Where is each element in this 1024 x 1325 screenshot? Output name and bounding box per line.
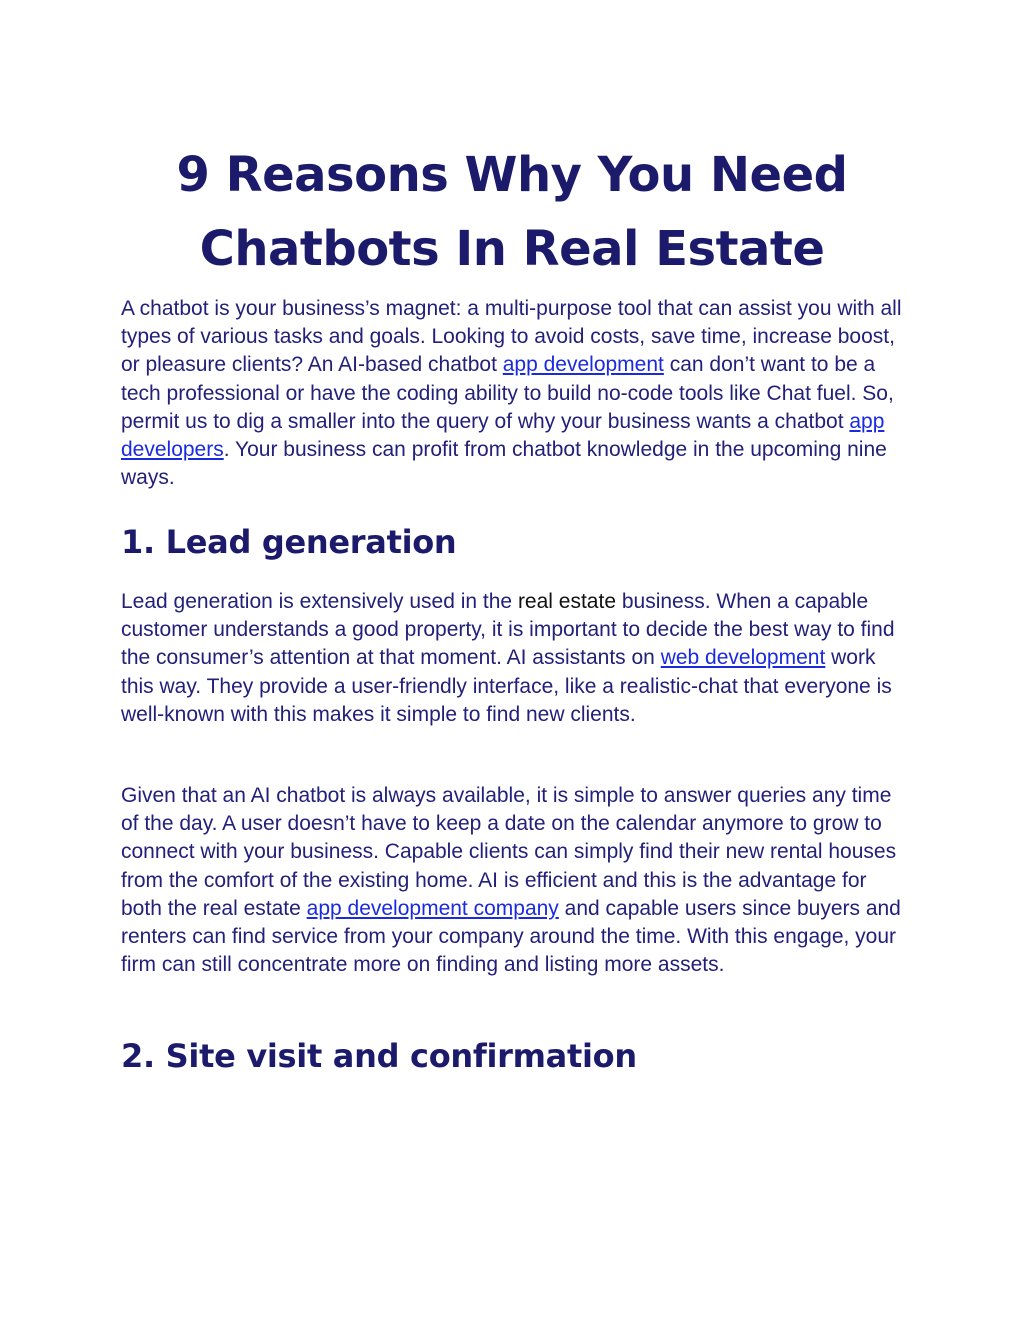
real-estate-term: real estate <box>517 590 616 613</box>
lead-p2-text-1: Given that an AI chatbot is always available, it is simple to answer queries any time of the day. A user doesn’t have to keep a date on the calendar anymore to grow to connect with your business. Capable clients can simply find their new rental houses from the comfort of the existing home. AI is efficient and this is the advantage for both the real estate <box>121 784 897 920</box>
intro-text-1: A chatbot is your business’s magnet: a multi-purpose tool that can assist you with all types of various tasks and goals. Looking to avoid costs, save time, increase boost, or pleasure clients? An AI-based chatbot <box>121 297 902 377</box>
lead-p1-text-2: business. When a capable customer understands a good property, it is important to decide the best way to find the consumer’s attention at that moment. AI assistants on <box>121 590 895 670</box>
intro-paragraph <box>121 295 906 492</box>
lead-p2-text-2: and capable users since buyers and renters can find service from your company around the time. With this engage, your firm can still concentrate more on finding and listing more assets. <box>121 896 901 977</box>
page-title <box>0 138 1024 286</box>
intro-text-2: can don’t want to be a tech professional or have the coding ability to build no-code tools like Chat fuel. So, permit us to dig a smaller into the query of why your business wants a chatbot <box>121 353 894 433</box>
link-app-development-company[interactable]: app development company <box>306 896 559 920</box>
section-heading-site-visit: 2. Site visit and confirmation <box>121 1037 637 1075</box>
lead-generation-paragraph-1 <box>121 588 906 729</box>
lead-p1-text-1: Lead generation is extensively used in the <box>121 590 518 613</box>
link-web-development[interactable]: web development <box>660 646 826 670</box>
link-app-developers[interactable]: app developers <box>121 409 885 462</box>
intro-text-3: . Your business can profit from chatbot knowledge in the upcoming nine ways. <box>121 438 887 490</box>
lead-generation-paragraph-2 <box>121 782 906 979</box>
title-line-1: 9 Reasons Why You Need <box>176 147 848 203</box>
lead-p1-text-3: work this way. They provide a user-friendly interface, like a realistic-chat that everyone is well-known with this makes it simple to find new clients. <box>121 646 892 726</box>
section-heading-lead-generation: 1. Lead generation <box>121 523 457 561</box>
title-line-2: Chatbots In Real Estate <box>199 221 825 277</box>
link-app-development[interactable]: app development <box>502 353 664 377</box>
